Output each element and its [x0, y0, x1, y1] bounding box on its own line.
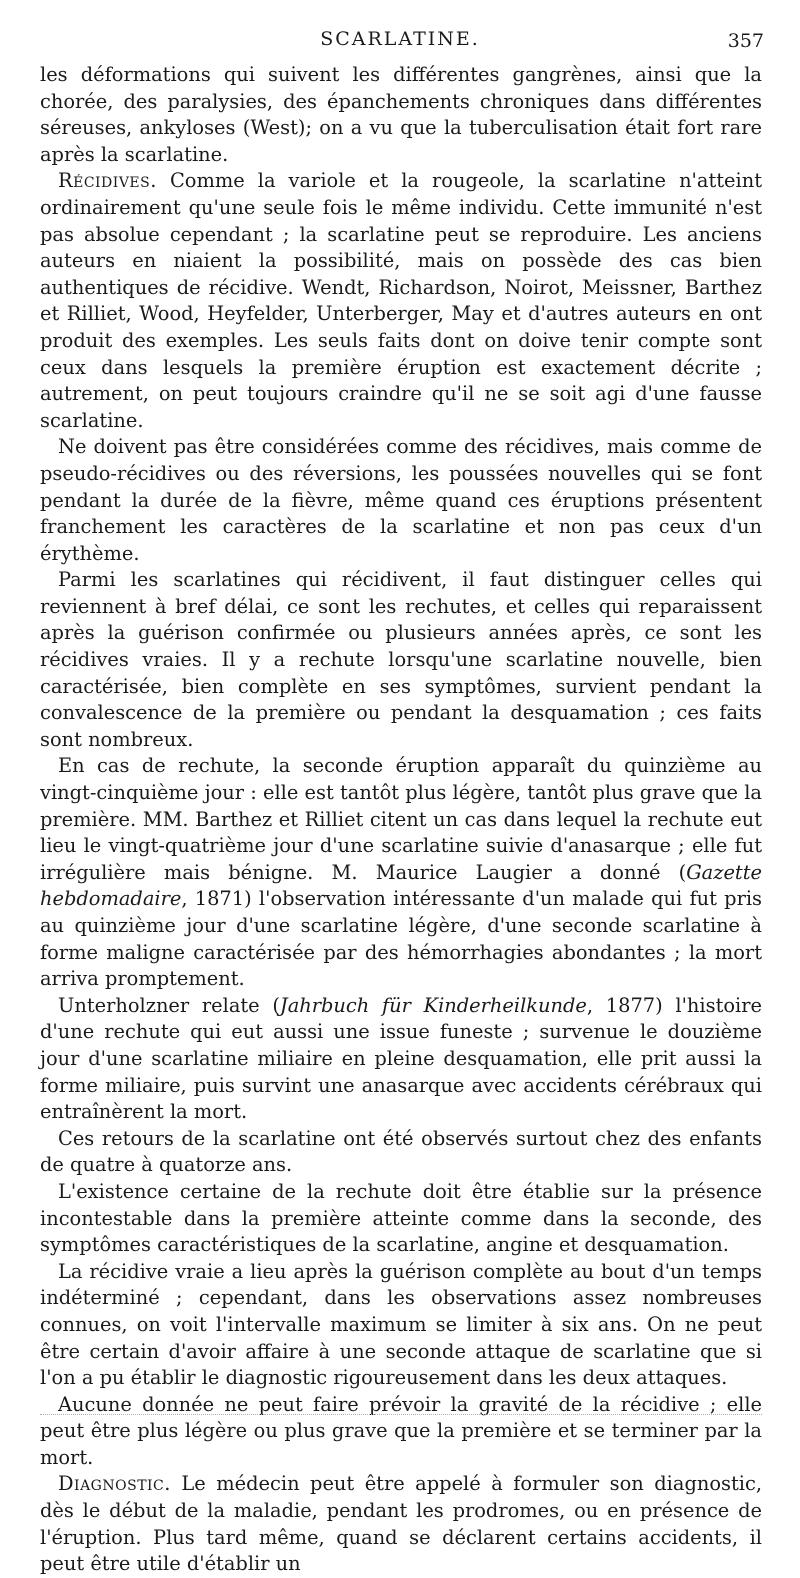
- paragraph-3: [40, 434, 762, 567]
- paragraph-4: [40, 567, 762, 753]
- citation-title: Gazette hebdomadaire: [40, 860, 762, 911]
- section-lead-diagnostic: Diagnostic.: [58, 1472, 171, 1496]
- paragraph-5: [40, 753, 762, 992]
- page-number: 357: [727, 30, 764, 52]
- body-text: [40, 62, 762, 1578]
- bottom-rule: [40, 1414, 762, 1415]
- paragraph-recidives: [40, 168, 762, 434]
- paragraph-text: , 1877) l'histoire d'une rechute qui eut aussi une issue funeste ; survenue le douzième jour d'une scarlatine miliaire en pleine desquamation, elle prit aussi la forme miliaire, puis survint une anasarque avec accidents cérébraux qui entraînèrent la mort.: [40, 993, 762, 1124]
- paragraph-text: Comme la variole et la rougeole, la scarlatine n'atteint ordinairement qu'une seule fois le même individu. Cette immunité n'est pas absolue cependant ; la scarlatine peut se reproduire. Les anciens auteurs en niaient la possibilité, mais on possède des cas bien authentiques de récidive. Wendt, Richardson, Noirot, Meissner, Barthez et Rilliet, Wood, Heyfelder, Unterberger, May et d'autres auteurs en ont produit des exemples. Les seuls faits dont on doive tenir compte sont ceux dans lesquels la première éruption est exactement décrite ; autrement, on peut toujours craindre qu'il ne se soit agi d'une fausse scarlatine.: [40, 169, 762, 432]
- paragraph-diagnostic: [40, 1471, 762, 1577]
- paragraph-6: [40, 993, 762, 1126]
- paragraph-text: Ne doivent pas être considérées comme des récidives, mais comme de pseudo-récidives ou des réversions, les poussées nouvelles qui se font pendant la durée de la fièvre, même quand ces éruptions présentent franchement les caractères de la scarlatine et non pas ceux d'un érythème.: [40, 435, 762, 565]
- running-head: [0, 28, 800, 54]
- paragraph-text: En cas de rechute, la seconde éruption apparaît du quinzième au vingt-cinquième jour : elle est tantôt plus légère, tantôt plus grave que la première. MM. Barthez et Rilliet citent un cas dans lequel la rechute eut lieu le vingt-quatrième jour d'une scarlatine suivie d'anasarque ; elle fut irrégulière mais bénigne. M. Maurice Laugier a donné (: [40, 754, 762, 884]
- paragraph-7: [40, 1126, 762, 1179]
- paragraph-text: , 1871) l'observation intéressante d'un malade qui fut pris au quinzième jour d'une scarlatine légère, d'une seconde scarlatine à forme maligne caractérisée par des hémorrhagies abondantes ; la mort arriva promptement.: [40, 887, 762, 991]
- running-title: SCARLATINE.: [320, 28, 480, 50]
- paragraph-text: Parmi les scarlatines qui récidivent, il faut distinguer celles qui reviennent à bref délai, ce sont les rechutes, et celles qui reparaissent après la guérison confirmée ou plusieurs années après, ce sont les récidives vraies. Il y a rechute lorsqu'une scarlatine nouvelle, bien caractérisée, bien complète en ses symptômes, survient pendant la convalescence de la première ou pendant la desquamation ; ces faits sont nombreux.: [40, 568, 762, 751]
- citation-title: Jahrbuch für Kinderheilkunde: [279, 993, 587, 1017]
- paragraph-text: les déformations qui suivent les différentes gangrènes, ainsi que la chorée, des paralysies, des épanchements chroniques dans différentes séreuses, ankyloses (West); on a vu que la tuberculisation était fort rare après la scarlatine.: [40, 63, 762, 166]
- paragraph-text: La récidive vraie a lieu après la guérison complète au bout d'un temps indéterminé ; cependant, dans les observations assez nombreuses connues, on voit l'intervalle maximum se limiter à six ans. On ne peut être certain d'avoir affaire à une seconde attaque de scarlatine que si l'on a pu établir le diagnostic rigoureusement dans les deux attaques.: [40, 1259, 762, 1390]
- paragraph-9: [40, 1259, 762, 1392]
- paragraph-text: Ces retours de la scarlatine ont été observés surtout chez des enfants de quatre à quatorze ans.: [40, 1126, 762, 1177]
- paragraph-text: Le médecin peut être appelé à formuler son diagnostic, dès le début de la maladie, pendant les prodromes, ou en présence de l'éruption. Plus tard même, quand se déclarent certains accidents, il peut être utile d'établir un: [40, 1472, 762, 1576]
- paragraph-text: Aucune donnée ne peut faire prévoir la gravité de la récidive ; elle peut être plus légère ou plus grave que la première et se terminer par la mort.: [40, 1392, 762, 1469]
- paragraph-1: [40, 62, 762, 168]
- paragraph-10: [40, 1392, 762, 1472]
- paragraph-text: L'existence certaine de la rechute doit être établie sur la présence incontestable dans la première atteinte comme dans la seconde, des symptômes caractéristiques de la scarlatine, angine et desquamation.: [40, 1179, 762, 1257]
- paragraph-text: Unterholzner relate (: [58, 993, 280, 1017]
- paragraph-8: [40, 1179, 762, 1259]
- section-lead-recidives: Récidives.: [58, 169, 157, 193]
